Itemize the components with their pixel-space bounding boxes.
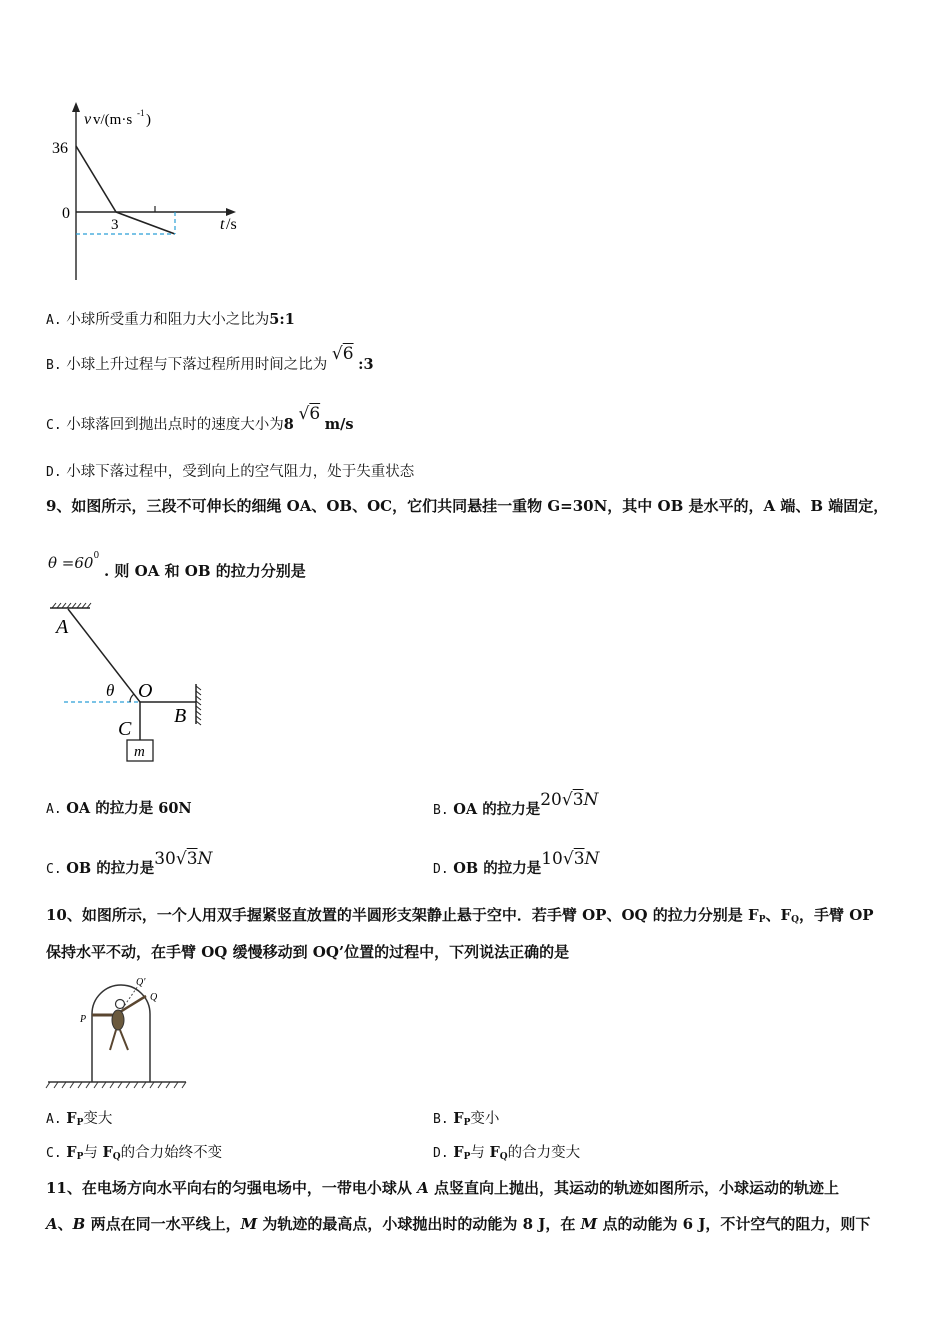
coef: 10 bbox=[541, 849, 563, 869]
x-tick-3: 3 bbox=[111, 217, 119, 233]
force-symbol-1: F bbox=[66, 1144, 77, 1161]
person-head bbox=[116, 1000, 125, 1009]
q8-option-d[interactable] bbox=[46, 462, 414, 483]
q11-point-m: M bbox=[240, 1215, 258, 1233]
force-sub: P bbox=[463, 1118, 471, 1128]
person-leg-left bbox=[110, 1030, 116, 1050]
q11-stem-b: 点竖直向上抛出，其运动的轨迹如图所示，小球运动的轨迹上 bbox=[428, 1179, 839, 1197]
q8-option-c[interactable] bbox=[46, 404, 354, 436]
q10-option-b[interactable] bbox=[433, 1109, 499, 1133]
person-body bbox=[112, 1010, 124, 1030]
label-b: B bbox=[174, 705, 187, 727]
label-theta: θ bbox=[106, 681, 115, 700]
option-text: OA 的拉力是 60N bbox=[66, 800, 192, 817]
q10-stem-line2: 保持水平不动，在手臂 OQ 缓慢移动到 OQ’位置的过程中，下列说法正确的是 bbox=[46, 943, 570, 961]
label-c: C bbox=[118, 718, 132, 740]
option-text: OB 的拉力是 bbox=[66, 860, 155, 877]
option-letter: D. bbox=[433, 1146, 449, 1161]
label-q: Q bbox=[150, 992, 158, 1003]
q11-sep: 、 bbox=[57, 1215, 73, 1233]
label-o: O bbox=[138, 680, 153, 702]
y-axis-label: v/(m·s bbox=[93, 112, 133, 128]
ground-hatch bbox=[46, 1082, 186, 1088]
q8-option-a[interactable] bbox=[46, 310, 295, 331]
q9-stem-line1: 9、如图所示，三段不可伸长的细绳 OA、OB、OC，它们共同悬挂一重物 G=30N，其中 OB 是水平的，A 端、B 端固定， bbox=[46, 497, 889, 515]
sqrt-radicand: 6 bbox=[342, 344, 354, 364]
option-letter: C. bbox=[46, 418, 62, 433]
option-letter: C. bbox=[46, 1146, 62, 1161]
q11-stem-line2 bbox=[46, 1214, 870, 1234]
q10-option-c[interactable] bbox=[46, 1143, 222, 1167]
q10-stem-text: 10、如图所示，一个人用双手握紧竖直放置的半圆形支架静止悬于空中．若手臂 OP、OQ 的拉力分别是 F bbox=[46, 906, 759, 924]
label-p: P bbox=[80, 1014, 87, 1025]
option-letter: A. bbox=[46, 802, 62, 817]
math-expression: 10√3N bbox=[541, 849, 600, 869]
option-text: 的合力变大 bbox=[507, 1145, 581, 1161]
force-symbol-2: F bbox=[102, 1144, 113, 1161]
q10-option-a[interactable] bbox=[46, 1109, 112, 1133]
q11-point-a: A bbox=[417, 1179, 429, 1197]
option-letter: B. bbox=[46, 358, 62, 373]
option-text: 小球下落过程中，受到向上的空气阻力，处于失重状态 bbox=[66, 464, 415, 480]
y-tick-36: 36 bbox=[52, 140, 68, 157]
sqrt-radicand: 3 bbox=[572, 790, 584, 810]
option-text: 小球所受重力和阻力大小之比为 bbox=[66, 312, 270, 328]
q11-point-b: B bbox=[72, 1215, 86, 1233]
q9-option-a[interactable] bbox=[46, 799, 192, 820]
q10-stem-mid: 、F bbox=[765, 906, 792, 924]
option-text: OA 的拉力是 bbox=[453, 801, 541, 818]
unit: N bbox=[584, 849, 600, 869]
option-text: 小球落回到抛出点时的速度大小为 bbox=[66, 417, 284, 433]
sqrt-expression: √6 bbox=[298, 404, 321, 424]
theta-degree: 0 bbox=[93, 551, 100, 561]
option-text: 变大 bbox=[83, 1111, 113, 1127]
sqrt-radicand: 6 bbox=[309, 404, 321, 424]
q10-stem-line1 bbox=[46, 905, 874, 930]
theta-equation: θ =60 bbox=[48, 554, 94, 572]
option-letter: B. bbox=[433, 803, 449, 818]
y-axis-label-exp: -1 bbox=[137, 108, 145, 118]
q10-option-d[interactable] bbox=[433, 1143, 580, 1167]
option-coef: 8 bbox=[283, 416, 294, 433]
force-sub-2: Q bbox=[112, 1152, 121, 1162]
person-leg-right bbox=[120, 1030, 128, 1050]
q10-stem-tail: ，手臂 OP bbox=[798, 906, 874, 924]
x-axis-arrow bbox=[226, 208, 236, 216]
option-tail: :3 bbox=[358, 356, 374, 373]
q11-line2-a: 两点在同一水平线上， bbox=[85, 1215, 241, 1233]
q11-line2-b: 为轨迹的最高点，小球抛出时的动能为 8 J，在 bbox=[257, 1215, 581, 1233]
label-m: m bbox=[134, 744, 145, 760]
math-expression: 30√3N bbox=[154, 849, 213, 869]
label-a: A bbox=[56, 616, 69, 638]
angle-arc bbox=[130, 694, 134, 702]
force-symbol: F bbox=[66, 1110, 77, 1127]
unit: N bbox=[197, 849, 213, 869]
force-sub-2: Q bbox=[499, 1152, 508, 1162]
y-axis-label-close: ) bbox=[146, 112, 151, 128]
force-sub-1: P bbox=[463, 1152, 471, 1162]
q9-option-b[interactable] bbox=[433, 790, 599, 821]
y-axis-arrow bbox=[72, 102, 80, 112]
option-text: OB 的拉力是 bbox=[453, 860, 542, 877]
velocity-line-up bbox=[76, 146, 116, 212]
option-mid: 与 bbox=[83, 1145, 103, 1161]
x-axis-label-s: /s bbox=[226, 216, 237, 233]
option-value: 5:1 bbox=[269, 311, 295, 328]
q9-stem-tail: . 则 OA 和 OB 的拉力分别是 bbox=[103, 562, 306, 580]
force-symbol-1: F bbox=[453, 1144, 464, 1161]
sqrt-expression: √6 bbox=[331, 344, 354, 364]
rope-diagram bbox=[44, 600, 224, 770]
sub-q: Q bbox=[791, 915, 799, 925]
force-sub: P bbox=[76, 1118, 84, 1128]
force-symbol: F bbox=[453, 1110, 464, 1127]
q9-option-c[interactable] bbox=[46, 849, 213, 880]
q9-stem-line2 bbox=[48, 550, 306, 580]
option-letter: A. bbox=[46, 1112, 62, 1127]
y-axis-label-v: v bbox=[84, 111, 92, 128]
sqrt-radicand: 3 bbox=[573, 849, 585, 869]
force-sub-1: P bbox=[76, 1152, 84, 1162]
q8-option-b[interactable] bbox=[46, 344, 374, 376]
option-letter: C. bbox=[46, 862, 62, 877]
force-symbol-2: F bbox=[489, 1144, 500, 1161]
coef: 30 bbox=[154, 849, 176, 869]
q11-point-m2: M bbox=[580, 1215, 598, 1233]
coef: 20 bbox=[540, 790, 562, 810]
x-axis-label-t: t bbox=[220, 216, 225, 233]
vt-graph bbox=[40, 100, 260, 290]
rope-oa bbox=[68, 609, 140, 702]
sqrt-radicand: 3 bbox=[186, 849, 198, 869]
option-text: 小球上升过程与下落过程所用时间之比为 bbox=[66, 357, 328, 373]
q11-point-a2: A bbox=[46, 1215, 58, 1233]
math-expression: 20√3N bbox=[540, 790, 599, 810]
person-bracket-diagram bbox=[44, 972, 194, 1092]
q11-line2-c: 点的动能为 6 J，不计空气的阻力，则下 bbox=[597, 1215, 871, 1233]
option-unit: m/s bbox=[324, 416, 354, 433]
option-mid: 与 bbox=[470, 1145, 490, 1161]
option-letter: B. bbox=[433, 1112, 449, 1127]
q11-stem-a: 11、在电场方向水平向右的匀强电场中，一带电小球从 bbox=[46, 1179, 418, 1197]
option-text: 变小 bbox=[470, 1111, 500, 1127]
y-tick-0: 0 bbox=[62, 205, 70, 222]
velocity-line-down bbox=[116, 212, 175, 234]
option-text: 的合力始终不变 bbox=[120, 1145, 223, 1161]
label-q-prime: Q' bbox=[136, 977, 146, 988]
sub-p: P bbox=[758, 915, 766, 925]
q11-stem-line1 bbox=[46, 1178, 839, 1198]
unit: N bbox=[583, 790, 599, 810]
option-letter: D. bbox=[46, 465, 62, 480]
option-letter: D. bbox=[433, 862, 449, 877]
q9-option-d[interactable] bbox=[433, 849, 600, 880]
option-letter: A. bbox=[46, 313, 62, 328]
